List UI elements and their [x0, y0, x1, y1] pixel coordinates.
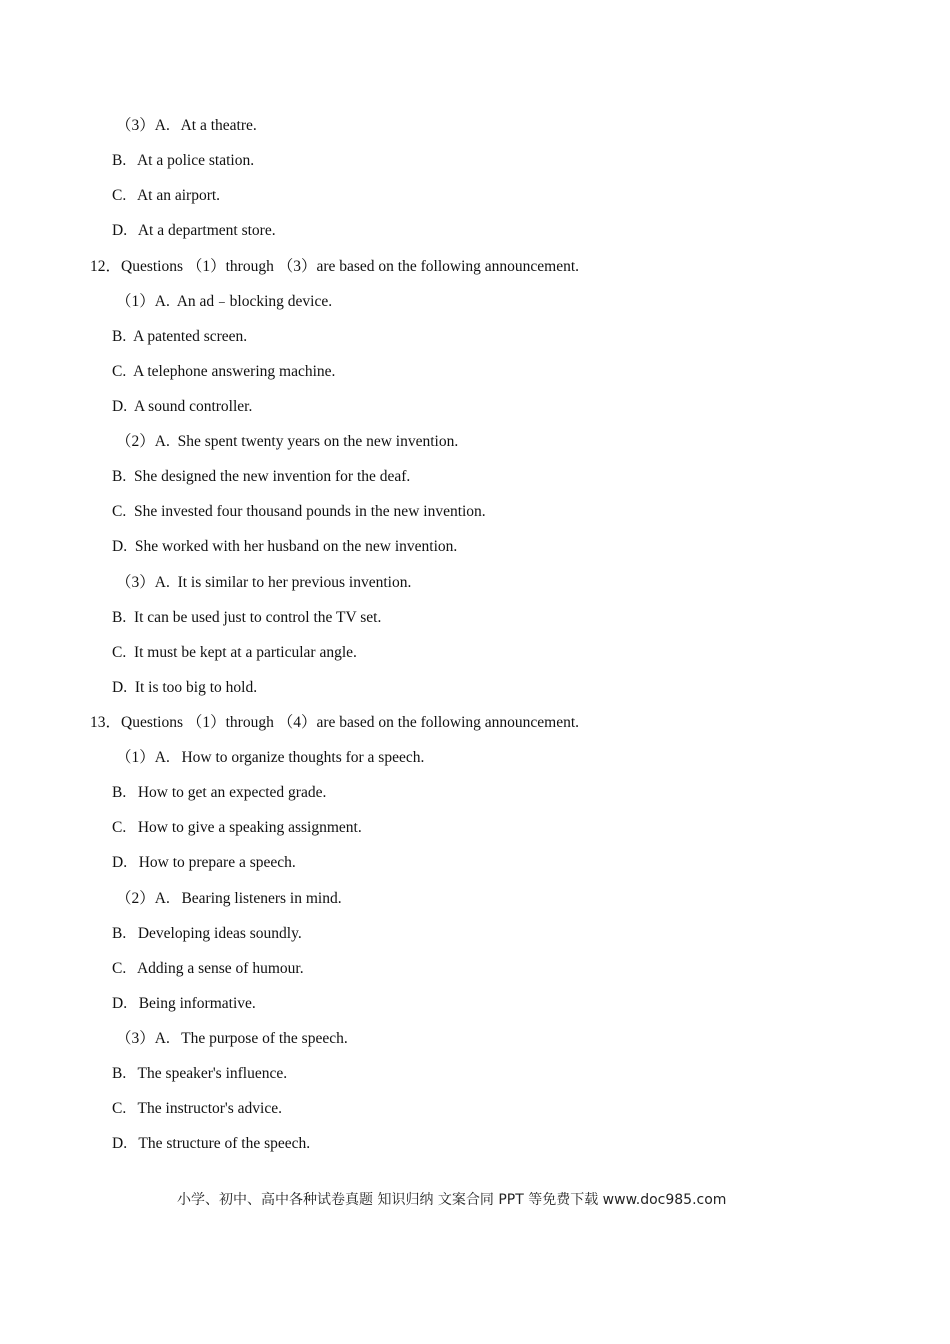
option-line: D. Being informative. [112, 995, 256, 1012]
option-line: （2）A. She spent twenty years on the new invention. [116, 433, 459, 450]
option-line: D. The structure of the speech. [112, 1135, 311, 1152]
option-line: C. It must be kept at a particular angle. [112, 644, 357, 661]
option-line: D. A sound controller. [112, 398, 253, 415]
option-line: D. She worked with her husband on the new invention. [112, 538, 458, 555]
option-line: （3）A. The purpose of the speech. [116, 1030, 348, 1047]
option-line: C. A telephone answering machine. [112, 363, 336, 380]
option-line: （3）A. At a theatre. [116, 117, 257, 134]
option-line: D. It is too big to hold. [112, 679, 258, 696]
question-heading: 13．Questions （1）through （4）are based on the following announcement. [90, 714, 580, 731]
option-line: （1）A. How to organize thoughts for a speech. [116, 749, 425, 766]
option-line: B. Developing ideas soundly. [112, 925, 302, 942]
option-line: （2）A. Bearing listeners in mind. [116, 890, 342, 907]
option-line: B. She designed the new invention for the deaf. [112, 468, 411, 485]
option-line: B. The speaker's influence. [112, 1065, 288, 1082]
option-line: C. At an airport. [112, 187, 221, 204]
option-line: （1）A. An ad﹣blocking device. [116, 293, 333, 310]
option-line: D. How to prepare a speech. [112, 854, 296, 871]
option-line: B. At a police station. [112, 152, 255, 169]
option-line: D. At a department store. [112, 222, 276, 239]
option-line: （3）A. It is similar to her previous invention. [116, 574, 412, 591]
option-line: B. How to get an expected grade. [112, 784, 327, 801]
page-footer: 小学、初中、高中各种试卷真题 知识归纳 文案合同 PPT 等免费下载 www.doc985.com [177, 1192, 727, 1208]
question-heading: 12．Questions （1）through （3）are based on the following announcement. [90, 258, 580, 275]
option-line: C. How to give a speaking assignment. [112, 819, 362, 836]
option-line: B. It can be used just to control the TV set. [112, 609, 382, 626]
option-line: C. Adding a sense of humour. [112, 960, 304, 977]
option-line: C. The instructor's advice. [112, 1100, 282, 1117]
option-line: B. A patented screen. [112, 328, 248, 345]
option-line: C. She invested four thousand pounds in the new invention. [112, 503, 486, 520]
